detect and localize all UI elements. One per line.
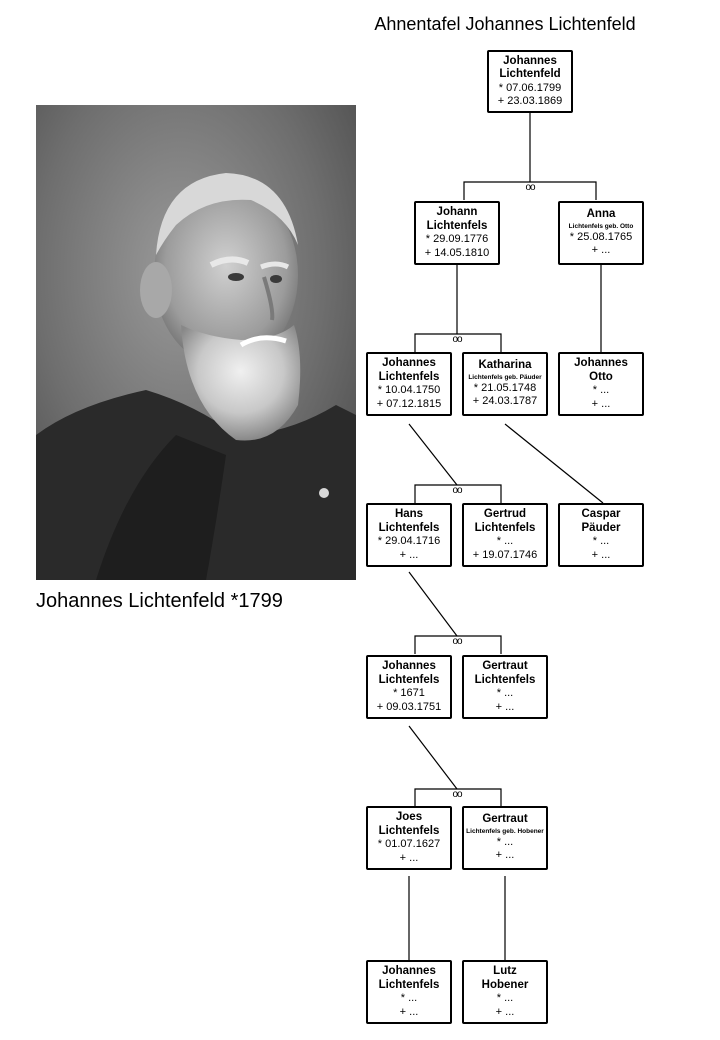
person-death: + ... — [399, 851, 419, 864]
marriage-symbol: oo — [525, 182, 535, 193]
person-first-name: Johannes — [574, 357, 628, 369]
person-last-name: Lichtenfels — [378, 673, 440, 686]
marriage-symbol: oo — [452, 789, 462, 800]
person-first-name: Johann — [436, 206, 478, 218]
person-birth: * ... — [592, 535, 610, 547]
person-last-name: Lichtenfels — [378, 824, 440, 837]
person-box-anna-otto — [558, 201, 644, 265]
person-birth: * ... — [496, 992, 514, 1004]
person-first-name: Gertraut — [482, 660, 528, 672]
person-first-name: Johannes — [382, 357, 436, 369]
person-last-name: Otto — [589, 370, 613, 383]
person-last-name: Lichtenfels — [474, 673, 536, 686]
person-box-lutz-hobener — [462, 960, 548, 1024]
person-last-name: Lichtenfels — [378, 521, 440, 534]
person-birth: * 25.08.1765 — [569, 230, 633, 243]
person-subtitle: Lichtenfels geb. Päuder — [468, 373, 542, 381]
person-first-name: Hans — [394, 508, 424, 520]
person-birth: * ... — [496, 687, 514, 699]
person-last-name: Lichtenfels — [378, 370, 440, 383]
person-birth: * 01.07.1627 — [377, 838, 441, 850]
person-first-name: Johannes — [382, 965, 436, 977]
person-birth: * ... — [592, 384, 610, 396]
person-box-johannes-otto — [558, 352, 644, 416]
person-death: + ... — [495, 849, 515, 862]
person-subtitle: Lichtenfels geb. Otto — [568, 222, 634, 230]
person-last-name: Lichtenfels — [426, 219, 488, 232]
person-box-hans-lichtenfels — [366, 503, 452, 567]
person-birth: * 21.05.1748 — [473, 381, 537, 394]
portrait-caption: Johannes Lichtenfeld *1799 — [36, 590, 283, 612]
person-box-gertraut-lichtenfels — [462, 655, 548, 719]
person-birth: * ... — [496, 835, 514, 848]
person-death: + 07.12.1815 — [376, 397, 442, 410]
person-box-joes-lichtenfels — [366, 806, 452, 870]
person-last-name: Lichtenfeld — [499, 68, 561, 80]
person-first-name: Anna — [586, 208, 616, 221]
person-birth: * 1671 — [393, 687, 425, 699]
person-box-johannes-lichtenfels-1750 — [366, 352, 452, 416]
person-birth: * ... — [496, 535, 514, 547]
person-death: + ... — [591, 548, 611, 561]
person-box-gertrud-lichtenfels — [462, 503, 548, 567]
person-box-caspar-paeuder — [558, 503, 644, 567]
chart-title: Ahnentafel Johannes Lichtenfeld — [374, 14, 636, 34]
person-box-johannes-lichtenfeld-1799 — [487, 50, 573, 113]
person-birth: * ... — [400, 992, 418, 1004]
person-death: + 09.03.1751 — [376, 700, 442, 713]
marriage-symbol: oo — [452, 636, 462, 647]
person-death: + 14.05.1810 — [424, 246, 490, 259]
person-death: + ... — [591, 244, 611, 257]
person-box-gertraut-hobener — [462, 806, 548, 870]
person-birth: * 07.06.1799 — [498, 81, 562, 94]
person-birth: * 10.04.1750 — [377, 384, 441, 396]
person-last-name: Hobener — [481, 978, 529, 991]
person-first-name: Joes — [395, 811, 423, 823]
person-box-johannes-lichtenfels-oldest — [366, 960, 452, 1024]
person-birth: * 29.09.1776 — [425, 233, 489, 245]
person-first-name: Gertraut — [482, 813, 528, 826]
person-box-johann-lichtenfels — [414, 201, 500, 265]
person-first-name: Johannes — [382, 660, 436, 672]
person-last-name: Päuder — [581, 521, 621, 534]
person-birth: * 29.04.1716 — [377, 535, 441, 547]
person-first-name: Lutz — [493, 965, 517, 977]
person-first-name: Caspar — [581, 508, 621, 520]
person-last-name: Lichtenfels — [378, 978, 440, 991]
marriage-symbol: oo — [452, 485, 462, 496]
person-death: + ... — [591, 397, 611, 410]
person-box-johannes-lichtenfels-1671 — [366, 655, 452, 719]
person-death: + ... — [399, 1005, 419, 1018]
person-death: + 19.07.1746 — [472, 548, 538, 561]
person-first-name: Gertrud — [483, 508, 527, 520]
person-death: + ... — [495, 700, 515, 713]
person-last-name: Lichtenfels — [474, 521, 536, 534]
marriage-symbol: oo — [452, 334, 462, 345]
person-box-katharina-paeuder — [462, 352, 548, 416]
person-first-name: Johannes — [503, 54, 557, 67]
person-death: + ... — [495, 1005, 515, 1018]
person-death: + 23.03.1869 — [497, 95, 563, 107]
person-first-name: Katharina — [478, 359, 532, 372]
person-subtitle: Lichtenfels geb. Hobener — [466, 827, 544, 835]
person-death: + ... — [399, 548, 419, 561]
person-death: + 24.03.1787 — [472, 395, 538, 408]
